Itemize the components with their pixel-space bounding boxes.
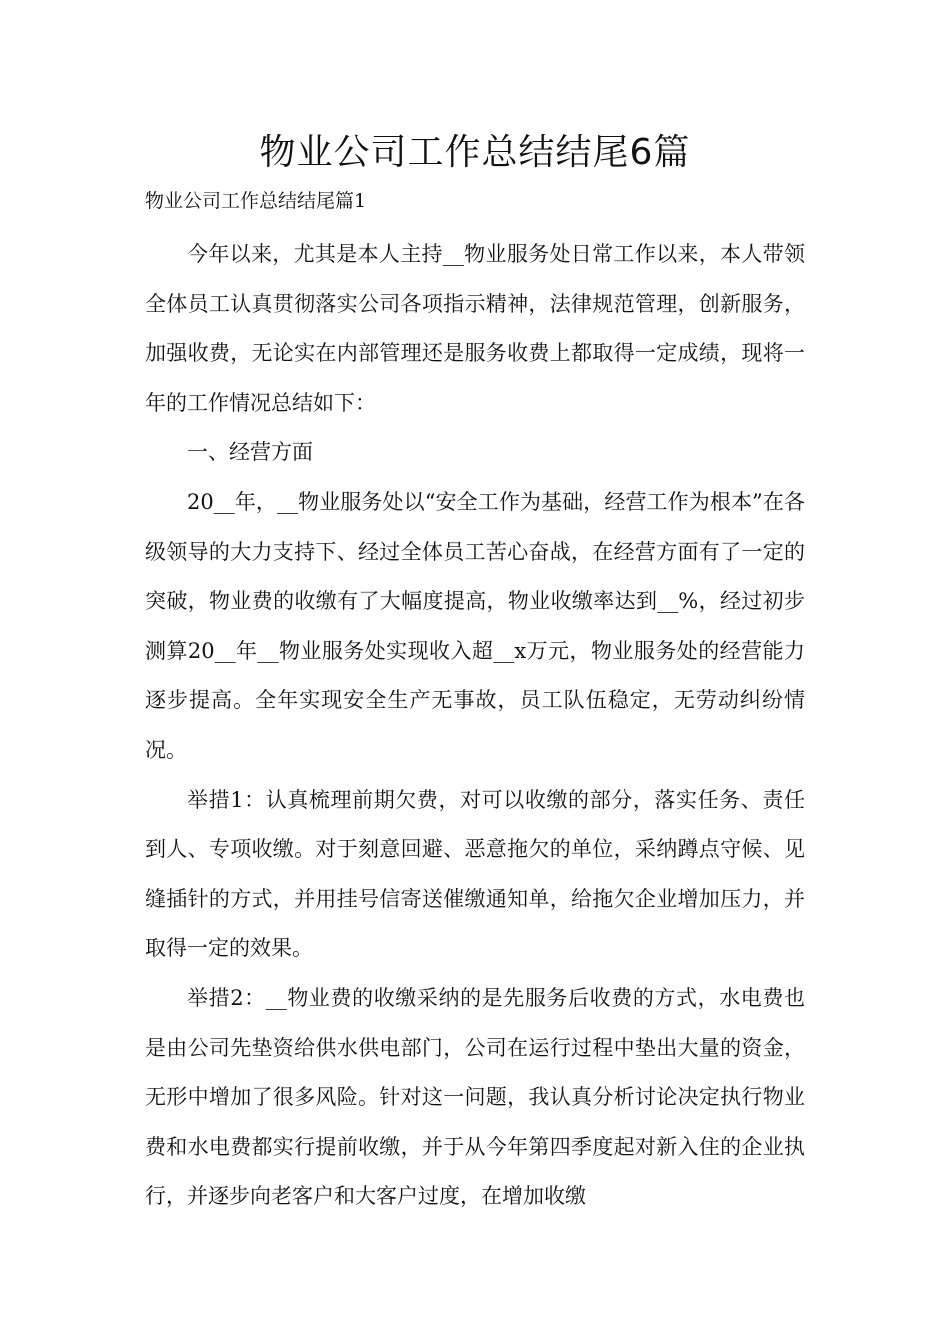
section-subtitle: 物业公司工作总结结尾篇1 [145, 190, 367, 212]
paragraph-measure-2: 举措2：__物业费的收缴采纳的是先服务后收费的方式，水电费也是由公司先垫资给供水供电部门，公司在运行过程中垫出大量的资金，无形中增加了很多风险。针对这一问题，我认真分析讨论决定执行物业费和水电费都实行提前收缴，并于从今年第四季度起对新入住的企业执行，并逐步向老客户和大客户过度，在增加收缴 [145, 985, 805, 1209]
document-body [145, 230, 805, 1222]
paragraph-operations: 20__年，__物业服务处以“安全工作为基础，经营工作为根本”在各级领导的大力支持下、经过全体员工苦心奋战，在经营方面有了一定的突破，物业费的收缴有了大幅度提高，物业收缴率达到__%，经过初步测算20__年__物业服务处实现收入超__x万元，物业服务处的经营能力逐步提高。全年实现安全生产无事故，员工队伍稳定，无劳动纠纷情况。 [145, 489, 805, 762]
section-heading-operations: 一、经营方面 [187, 440, 313, 465]
paragraph-measure-1: 举措1：认真梳理前期欠费，对可以收缴的部分，落实任务、责任到人、专项收缴。对于刻意回避、恶意拖欠的单位，采纳蹲点守候、见缝插针的方式，并用挂号信寄送催缴通知单，给拖欠企业增加压力，并取得一定的效果。 [145, 787, 805, 961]
document-title: 物业公司工作总结结尾6篇 [259, 132, 691, 173]
paragraph-intro: 今年以来，尤其是本人主持__物业服务处日常工作以来，本人带领全体员工认真贯彻落实公司各项指示精神，法律规范管理，创新服务，加强收费，无论实在内部管理还是服务收费上都取得一定成绩，现将一年的工作情况总结如下： [145, 242, 805, 415]
